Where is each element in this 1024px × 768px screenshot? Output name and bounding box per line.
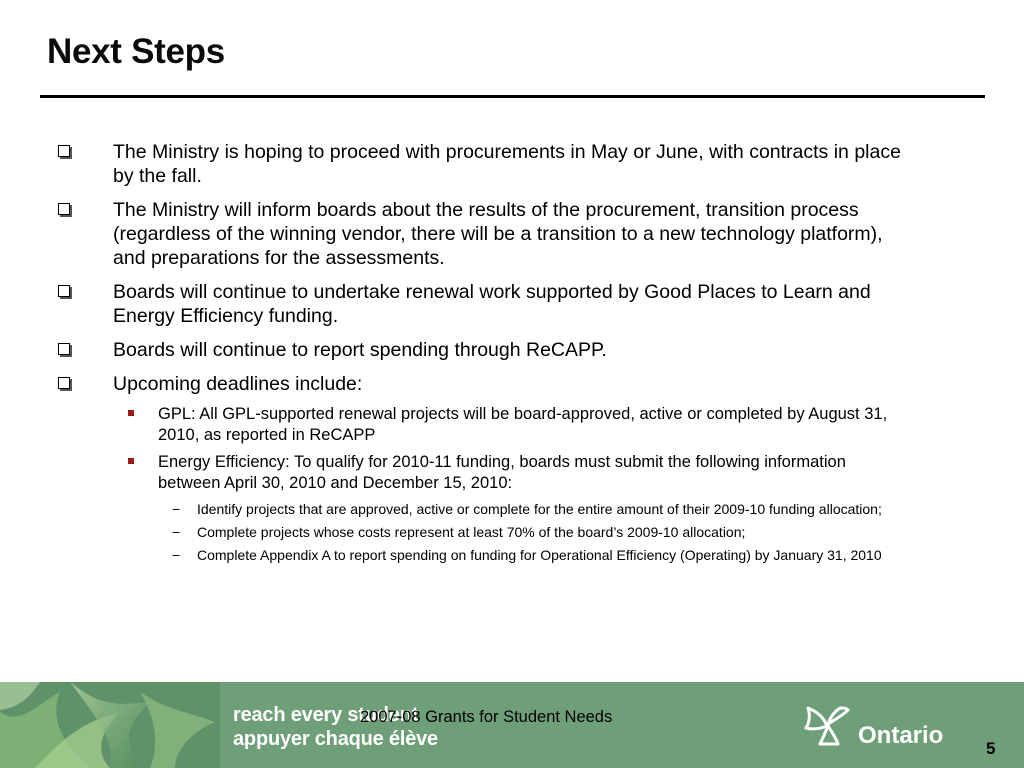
sub-sub-bullet-item bbox=[0, 523, 897, 541]
checkbox-bullet-icon bbox=[58, 377, 70, 389]
page-number: 5 bbox=[986, 739, 996, 758]
sub-sub-bullet-text: Identify projects that are approved, active or complete for the entire amount of their 2009-10 funding allocation; bbox=[197, 501, 882, 517]
sub-sub-bullet-text: Complete projects whose costs represent at least 70% of the board’s 2009-10 allocation; bbox=[197, 524, 746, 540]
checkbox-bullet-icon bbox=[58, 343, 70, 355]
footer-caption: 2007-08 Grants for Student Needs bbox=[360, 708, 613, 726]
bullet-item bbox=[0, 280, 903, 328]
trillium-logo-icon bbox=[800, 702, 856, 748]
sub-sub-bullet-text: Complete Appendix A to report spending on funding for Operational Efficiency (Operating) by January 31, 2010 bbox=[197, 547, 882, 563]
bullet-text: The Ministry is hoping to proceed with procurements in May or June, with contracts in place by the fall. bbox=[113, 141, 901, 187]
bullet-item bbox=[0, 372, 903, 396]
checkbox-bullet-icon bbox=[58, 285, 70, 297]
bullet-text: Upcoming deadlines include: bbox=[113, 373, 363, 395]
checkbox-bullet-icon bbox=[58, 203, 70, 215]
bullet-item bbox=[0, 338, 903, 362]
footer-band bbox=[0, 682, 1024, 768]
square-bullet-icon bbox=[128, 458, 134, 464]
square-bullet-icon bbox=[128, 410, 134, 416]
title-divider bbox=[40, 95, 985, 98]
decorative-leaf-icon bbox=[0, 682, 220, 768]
dash-bullet-icon: − bbox=[172, 524, 181, 540]
sub-bullet-item bbox=[0, 452, 898, 494]
bullet-item bbox=[0, 140, 903, 188]
sub-bullet-item bbox=[0, 404, 898, 446]
sub-bullet-text: Energy Efficiency: To qualify for 2010-11 funding, boards must submit the following information between April 30, 2010 and December 15, 2010: bbox=[158, 453, 846, 492]
bullet-text: Boards will continue to undertake renewal work supported by Good Places to Learn and Energy Efficiency funding. bbox=[113, 281, 871, 327]
bullet-text: Boards will continue to report spending through ReCAPP. bbox=[113, 339, 607, 361]
slogan-english: reach every student bbox=[233, 704, 419, 726]
sub-bullet-text: GPL: All GPL-supported renewal projects will be board-approved, active or completed by August 31, 2010, as reported in ReCAPP bbox=[158, 405, 888, 444]
dash-bullet-icon: − bbox=[172, 547, 181, 563]
slogan-french: appuyer chaque élève bbox=[233, 728, 438, 750]
sub-sub-bullet-item bbox=[0, 500, 897, 518]
dash-bullet-icon: − bbox=[172, 501, 181, 517]
sub-sub-bullet-item bbox=[0, 546, 897, 564]
slide-title: Next Steps bbox=[47, 32, 225, 71]
bullet-text: The Ministry will inform boards about the results of the procurement, transition process (regardless of the winning vendor, there will be a transition to a new technology platform), and preparations for the assessments. bbox=[113, 199, 883, 269]
bullet-item bbox=[0, 198, 903, 270]
brand-wordmark: Ontario bbox=[858, 722, 944, 749]
slide-content bbox=[0, 140, 1024, 569]
checkbox-bullet-icon bbox=[58, 145, 70, 157]
